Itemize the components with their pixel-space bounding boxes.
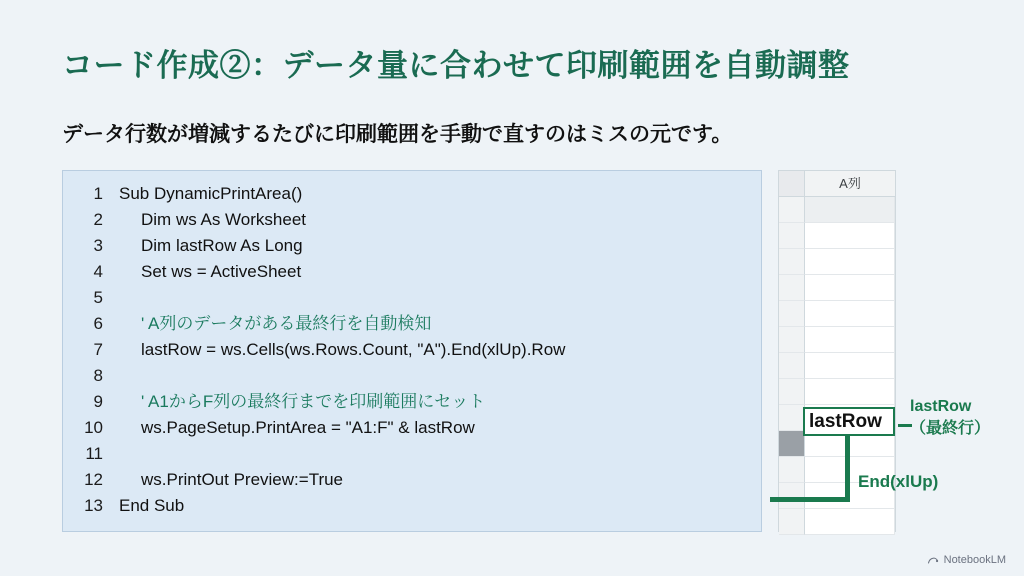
line-number: 1 xyxy=(93,184,103,203)
line-number: 6 xyxy=(93,314,103,333)
sheet-corner-cell xyxy=(779,171,805,196)
footer-branding xyxy=(927,554,1006,566)
row-header xyxy=(779,457,805,483)
line-number: 13 xyxy=(84,496,103,515)
code-line xyxy=(63,363,761,389)
code-line xyxy=(63,441,761,467)
cell-a[interactable] xyxy=(805,327,895,353)
line-text: lastRow = ws.Cells(ws.Rows.Count, "A").End(xlUp).Row xyxy=(141,340,566,359)
table-row[interactable] xyxy=(779,509,895,535)
line-number: 4 xyxy=(93,262,103,281)
code-line xyxy=(63,467,761,493)
row-header xyxy=(779,301,805,327)
row-header xyxy=(779,275,805,301)
code-line xyxy=(63,285,761,311)
line-text: End Sub xyxy=(119,496,185,515)
notebooklm-logo-icon xyxy=(927,554,939,566)
line-text: ws.PageSetup.PrintArea = "A1:F" & lastRow xyxy=(141,418,475,437)
code-line xyxy=(63,493,761,519)
table-row[interactable] xyxy=(779,301,895,327)
line-number: 10 xyxy=(84,418,103,437)
line-number: 2 xyxy=(93,210,103,229)
line-number: 11 xyxy=(85,444,103,463)
row-header xyxy=(779,379,805,405)
annotation-lastrow xyxy=(910,396,990,440)
line-text: Sub DynamicPrintArea() xyxy=(119,184,303,203)
line-number: 8 xyxy=(93,366,103,385)
table-row[interactable] xyxy=(779,249,895,275)
page-subtitle: データ行数が増減するたびに印刷範囲を手動で直すのはミスの元です。 xyxy=(62,123,733,146)
page-title: コード作成②：データ量に合わせて印刷範囲を自動調整 xyxy=(62,48,850,83)
row-header xyxy=(779,483,805,509)
callout-arrow-horizontal xyxy=(770,497,850,502)
selected-cell-lastrow[interactable]: lastRow xyxy=(803,407,895,436)
row-header xyxy=(779,353,805,379)
row-header xyxy=(779,197,805,223)
code-block xyxy=(62,170,762,532)
cell-a[interactable] xyxy=(805,249,895,275)
row-header xyxy=(779,327,805,353)
annotation-endxlup: End(xlUp) xyxy=(858,472,939,491)
line-text: Set ws = ActiveSheet xyxy=(141,262,302,281)
line-number: 7 xyxy=(93,340,103,359)
cell-a[interactable] xyxy=(805,197,895,223)
cell-a[interactable] xyxy=(805,379,895,405)
table-row[interactable] xyxy=(779,197,895,223)
column-header-a: A列 xyxy=(839,176,861,191)
code-line xyxy=(63,337,761,363)
line-number: 12 xyxy=(84,470,103,489)
spreadsheet-header xyxy=(779,171,895,197)
line-number: 9 xyxy=(93,392,103,411)
code-line xyxy=(63,207,761,233)
cell-a[interactable] xyxy=(805,509,895,535)
line-text: Dim ws As Worksheet xyxy=(141,210,307,229)
table-row[interactable] xyxy=(779,353,895,379)
code-line xyxy=(63,259,761,285)
row-header xyxy=(779,405,805,431)
footer-label: NotebookLM xyxy=(943,554,1006,566)
line-number: 5 xyxy=(93,288,103,307)
cell-a[interactable] xyxy=(805,223,895,249)
line-text: ws.PrintOut Preview:=True xyxy=(141,470,344,489)
cell-a[interactable] xyxy=(805,353,895,379)
row-header xyxy=(779,249,805,275)
cell-a[interactable] xyxy=(805,275,895,301)
table-row[interactable] xyxy=(779,275,895,301)
line-number: 3 xyxy=(93,236,103,255)
line-text: ' A列のデータがある最終行を自動検知 xyxy=(141,314,432,333)
table-row[interactable] xyxy=(779,223,895,249)
annotation-lastrow-line1: lastRow xyxy=(910,398,972,415)
line-text: Dim lastRow As Long xyxy=(141,236,303,255)
line-text: ' A1からF列の最終行までを印刷範囲にセット xyxy=(141,392,486,411)
row-header xyxy=(779,223,805,249)
code-line xyxy=(63,415,761,441)
code-line xyxy=(63,233,761,259)
callout-arrow-vertical xyxy=(845,428,850,502)
code-line xyxy=(63,311,761,337)
annotation-lastrow-line2: （最終行） xyxy=(910,420,991,437)
table-row[interactable] xyxy=(779,379,895,405)
code-line xyxy=(63,389,761,415)
table-row[interactable] xyxy=(779,327,895,353)
cell-a[interactable] xyxy=(805,301,895,327)
code-line xyxy=(63,181,761,207)
code-lines xyxy=(63,181,761,519)
row-header xyxy=(779,509,805,535)
row-header xyxy=(779,431,805,457)
